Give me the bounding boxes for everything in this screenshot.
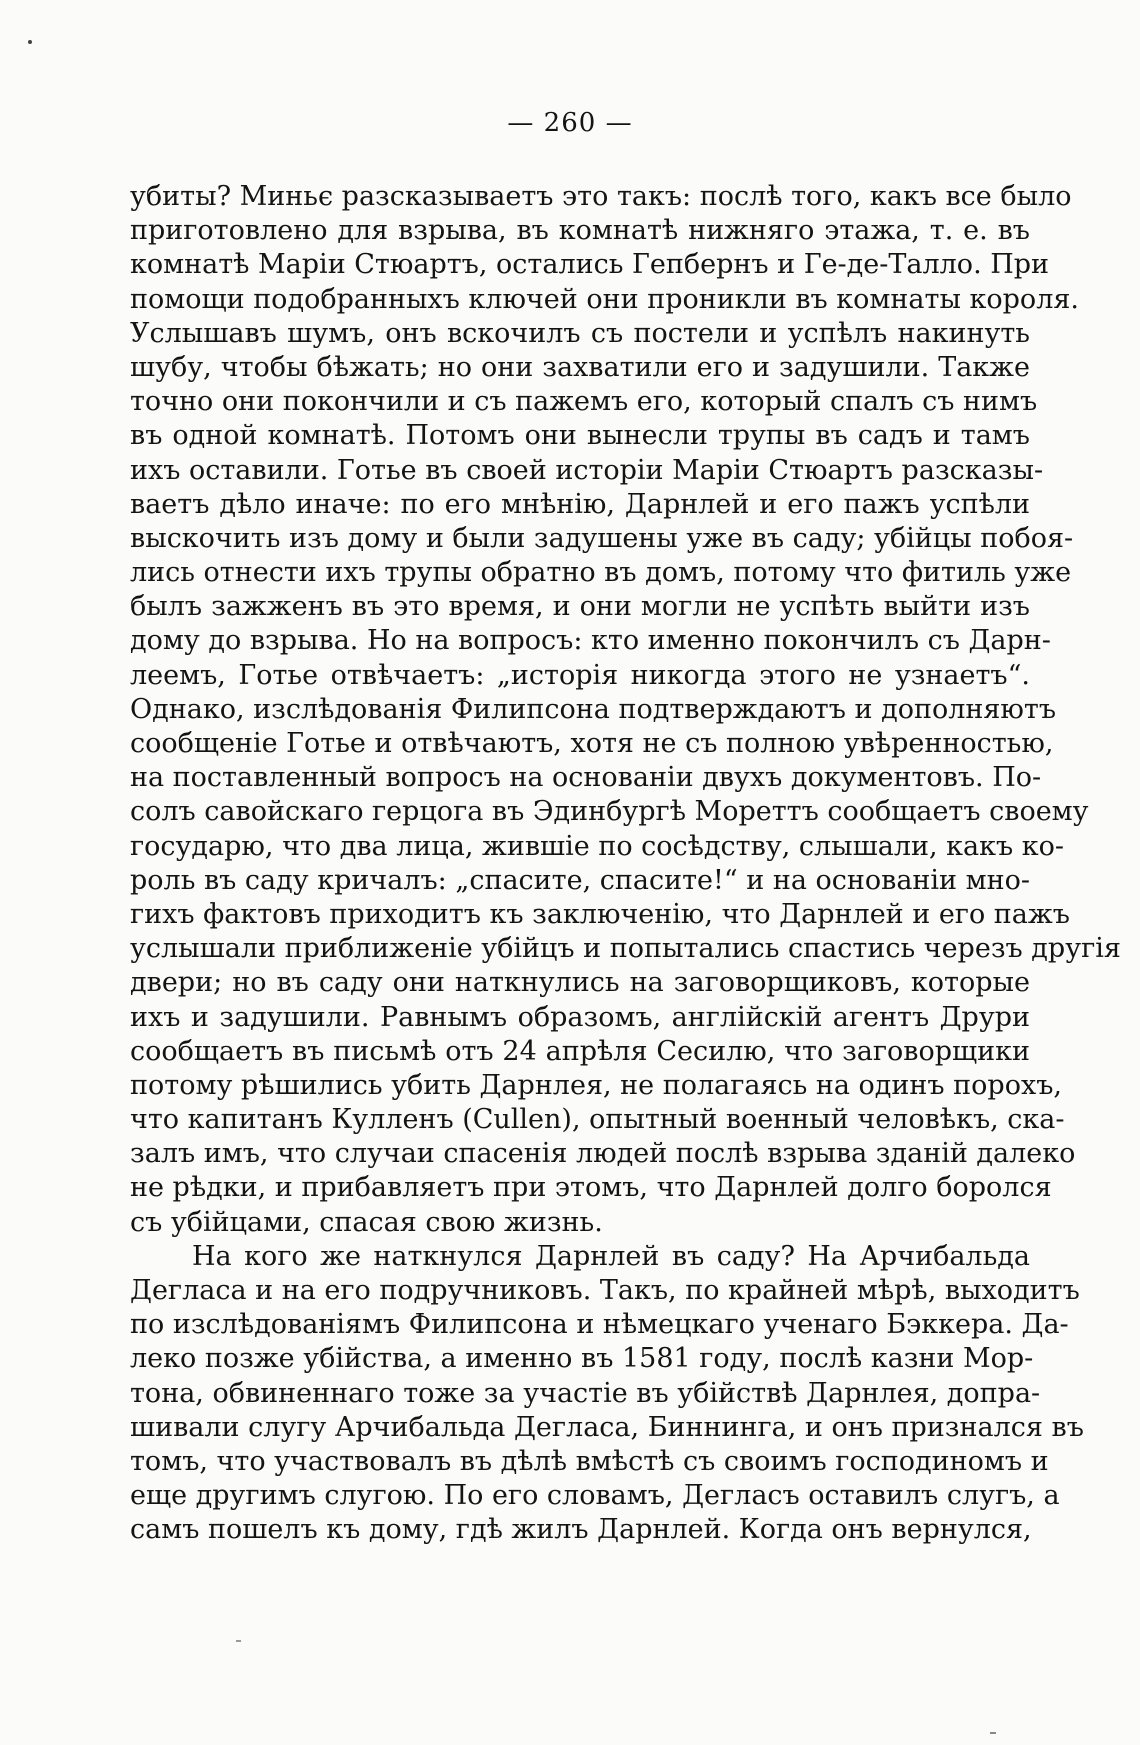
text-line: по изслѣдованіямъ Филипсона и нѣмецкаго ученаго Бэккера. Да- (130, 1309, 1069, 1341)
text-line: убиты? Миньє разсказываетъ это такъ: послѣ того, какъ все было (130, 181, 1072, 212)
text-line: роль въ саду кричалъ: „спасите, спасите!“ и на основаніи мно- (130, 864, 1031, 896)
paragraph-end-line: съ убійцами, спасая свою жизнь. (130, 1206, 603, 1238)
text-line: шубу, чтобы бѣжать; но они захватили его и задушили. Также (130, 351, 1030, 383)
text-line: леко позже убійства, а именно въ 1581 году, послѣ казни Мор- (130, 1343, 1034, 1375)
text-line: самъ пошелъ къ дому, гдѣ жилъ Дарнлей. Когда онъ вернулся, (130, 1514, 1032, 1546)
text-line: Услышавъ шумъ, онъ вскочилъ съ постели и успѣлъ накинуть (130, 317, 1030, 349)
page-number: — 260 — (507, 108, 633, 138)
scan-speck (990, 1732, 996, 1734)
paragraph-start-line: На кого же наткнулся Дарнлей въ саду? На Арчибальда (192, 1240, 1030, 1272)
body-text (130, 180, 1121, 1548)
scan-speck (236, 1640, 241, 1642)
text-line: еще другимъ слугою. По его словамъ, Дегласъ оставилъ слугъ, а (130, 1480, 1060, 1512)
text-line: томъ, что участвовалъ въ дѣлѣ вмѣстѣ съ своимъ господиномъ и (130, 1445, 1049, 1477)
text-line: ихъ и задушили. Равнымъ образомъ, англійскій агентъ Друри (130, 1001, 1030, 1033)
text-line: солъ савойскаго герцога въ Эдинбургѣ Мореттъ сообщаетъ своему (130, 796, 1089, 828)
text-line: гихъ фактовъ приходитъ къ заключенію, что Дарнлей и его пажъ (130, 898, 1070, 930)
text-line: Однако, изслѣдованія Филипсона подтверждаютъ и дополняютъ (130, 693, 1057, 725)
text-line: приготовлено для взрыва, въ комнатѣ нижняго этажа, т. е. въ (130, 215, 1030, 247)
scan-speck (28, 40, 32, 44)
text-line: Дегласа и на его подручниковъ. Такъ, по крайней мѣрѣ, выходитъ (130, 1275, 1080, 1306)
text-line: что капитанъ Кулленъ (Cullen), опытный военный человѣкъ, ска- (130, 1104, 1065, 1136)
text-line: залъ имъ, что случаи спасенія людей послѣ взрыва зданій далеко (130, 1138, 1076, 1170)
text-line: сообщеніе Готье и отвѣчаютъ, хотя не съ полною увѣренностью, (130, 728, 1054, 759)
text-line: дому до взрыва. Но на вопросъ: кто именно покончилъ съ Дарн- (130, 625, 1051, 657)
text-line: потому рѣшились убить Дарнлея, не полагаясь на одинъ порохъ, (130, 1069, 1062, 1101)
text-line: государю, что два лица, жившіе по сосѣдству, слышали, какъ ко- (130, 830, 1065, 862)
text-line: не рѣдки, и прибавляетъ при этомъ, что Дарнлей долго боролся (130, 1172, 1052, 1204)
text-line: лись отнести ихъ трупы обратно въ домъ, потому что фитиль уже (130, 557, 1072, 589)
text-line: двери; но въ саду они наткнулись на заговорщиковъ, которые (130, 967, 1030, 999)
text-line: комнатѣ Маріи Стюартъ, остались Гепбернъ и Ге-де-Талло. При (130, 249, 1050, 281)
text-line: шивали слугу Арчибальда Дегласа, Биннинга, и онъ признался въ (130, 1411, 1084, 1443)
text-line: на поставленный вопросъ на основаніи двухъ документовъ. По- (130, 762, 1042, 794)
text-line: былъ зажженъ въ это время, и они могли не успѣть выйти изъ (130, 591, 1030, 623)
text-line: услышали приближеніе убійцъ и попытались спастись черезъ другія (130, 933, 1121, 965)
text-line: леемъ, Готье отвѣчаетъ: „исторія никогда этого не узнаетъ“. (130, 659, 1030, 691)
text-line: въ одной комнатѣ. Потомъ они вынесли трупы въ садъ и тамъ (130, 420, 1030, 452)
text-line: ихъ оставили. Готье въ своей исторіи Маріи Стюартъ разсказы- (130, 454, 1044, 486)
text-line: тона, обвиненнаго тоже за участіе въ убійствѣ Дарнлея, допра- (130, 1377, 1041, 1409)
text-line: сообщаетъ въ письмѣ отъ 24 апрѣля Сесилю, что заговорщики (130, 1035, 1030, 1067)
text-line: точно они покончили и съ пажемъ его, который спалъ съ нимъ (130, 386, 1038, 418)
text-line: ваетъ дѣло иначе: по его мнѣнію, Дарнлей и его пажъ успѣли (130, 488, 1030, 520)
text-line: выскочить изъ дому и были задушены уже въ саду; убійцы побоя- (130, 522, 1074, 554)
text-line: помощи подобранныхъ ключей они проникли въ комнаты короля. (130, 283, 1079, 315)
